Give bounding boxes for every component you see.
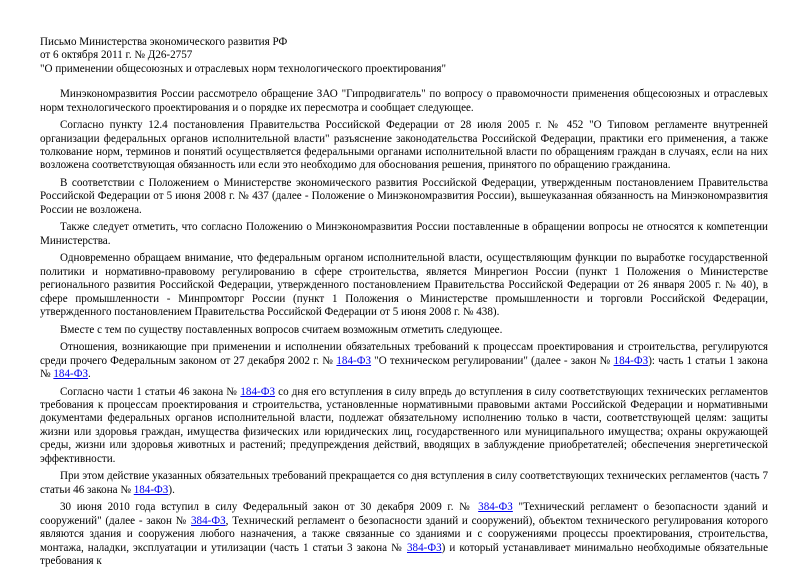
paragraph-10-text-2: "Технический регламент о безопасности зданий и сооружений" (далее - закон № [40, 501, 768, 527]
paragraph-4: Также следует отметить, что согласно Положению о Минэкономразвития России поставленные в обращении вопросы не относятся к компетенции Министерства. [40, 221, 768, 247]
paragraph-10-text-3: , Технический регламент о безопасности зданий и сооружений), объектом технического регулирования которого являются здания и сооружения любого назначения, а также связанные со зданиями и с сооружениями процессы проектирования, строительства, монтажа, наладки, эксплуатации и утилизации (часть 1 статьи 3 закона № [40, 514, 769, 554]
paragraph-8-text-1: Согласно части 1 статьи 46 закона № [60, 385, 241, 398]
paragraph-5: Одновременно обращаем внимание, что федеральным органом исполнительной власти, осуществляющим функции по выработке государственной политики и нормативно-правовому регулированию в сфере строительства, является Минрегион России (пункт 1 Положения о Министерстве регионального развития Российской Федерации, утвержденного постановлением Правительства Российской Федерации от 26 января 2005 г. № 40), в сфере промышленности - Минпромторг России (пункт 1 Положения о Министерстве промышленности и торговли Российской Федерации, утвержденного постановлением Правительства Российской Федерации от 5 июня 2008 г. № 438). [40, 252, 768, 319]
paragraph-7 [40, 341, 768, 381]
paragraph-7-text-3: ): часть 1 статьи 1 закона № [40, 354, 768, 381]
paragraph-1: Минэкономразвития России рассмотрело обращение ЗАО "Гипродвигатель" по вопросу о правомочности применения общесоюзных и отраслевых норм технологического проектирования и о порядке их пересмотра и сообщает следующее. [40, 88, 768, 114]
paragraph-8 [40, 386, 768, 466]
paragraph-10-text-1: 30 июня 2010 года вступил в силу Федеральный закон от 30 декабря 2009 г. № [60, 501, 479, 514]
law-184-fz-link[interactable]: 184-ФЗ [336, 354, 372, 367]
paragraph-2: Согласно пункту 12.4 постановления Правительства Российской Федерации от 28 июля 2005 г. № 452 "О Типовом регламенте внутренней организации федеральных органов исполнительной власти" разъяснение законодательства Российской Федерации, практики его применения, а также толкование норм, терминов и понятий осуществляется федеральными органами исполнительной власти по обращениям граждан в случаях, если на них возложена соответствующая обязанность или если это необходимо для обоснования решения, принятого по обращению гражданина. [40, 119, 768, 172]
paragraph-8-text-2: со дня его вступления в силу впредь до вступления в силу соответствующих технических регламентов требования к процессам проектирования и строительства, установленные нормативными правовыми актами Российской Федерации и нормативными документами федеральных органов исполнительной власти, подлежат обязательному исполнению только в части, соответствующей целям: защиты жизни или здоровья граждан, имущества физических или юридических лиц, государственного или муниципального имущества; охраны окружающей среды, жизни или здоровья животных и растений; предупреждения действий, вводящих в заблуждение приобретателей; обеспечения энергетической эффективности. [40, 385, 768, 465]
paragraph-7-text-1: Отношения, возникающие при применении и исполнении обязательных требований к процессам проектирования и строительства, регулируются среди прочего Федеральным законом от 27 декабря 2002 г. № [40, 341, 768, 367]
paragraph-10-text-4: ) и который устанавливает минимально необходимые обязательные требования к [40, 541, 768, 567]
document-header [40, 36, 768, 76]
document-title: Письмо Министерства экономического развития РФ [40, 36, 288, 48]
paragraph-7-text-2: "О техническом регулировании" (далее - закон № [371, 354, 614, 367]
paragraph-9 [40, 470, 768, 497]
paragraph-9-text-1: При этом действие указанных обязательных требований прекращается со дня вступления в силу соответствующих технических регламентов (часть 7 статьи 46 закона № [40, 470, 768, 496]
law-184-fz-link[interactable]: 184-ФЗ [133, 483, 169, 496]
paragraph-10 [40, 501, 768, 568]
document-date-number: от 6 октября 2011 г. № Д26-2757 [40, 49, 193, 62]
law-384-fz-link[interactable]: 384-ФЗ [478, 501, 513, 514]
paragraph-9-text-2: ). [168, 483, 175, 496]
paragraph-6: Вместе с тем по существу поставленных вопросов считаем возможным отметить следующее. [60, 323, 503, 336]
law-384-fz-link[interactable]: 384-ФЗ [406, 541, 442, 554]
paragraph-3: В соответствии с Положением о Министерстве экономического развития Российской Федерации, утвержденным постановлением Правительства Российской Федерации от 5 июня 2008 г. № 437 (далее - Положение о Минэкономразвития России), вышеуказанная обязанность на Минэкономразвития России не возложена. [40, 177, 768, 216]
law-184-fz-link[interactable]: 184-ФЗ [613, 354, 649, 367]
law-184-fz-link[interactable]: 184-ФЗ [240, 385, 276, 398]
document-page [40, 36, 768, 573]
law-384-fz-link[interactable]: 384-ФЗ [191, 514, 226, 527]
paragraph-7-text-4: . [88, 368, 91, 381]
law-184-fz-link[interactable]: 184-ФЗ [53, 368, 89, 381]
document-subject: "О применении общесоюзных и отраслевых норм технологического проектирования" [40, 62, 447, 75]
